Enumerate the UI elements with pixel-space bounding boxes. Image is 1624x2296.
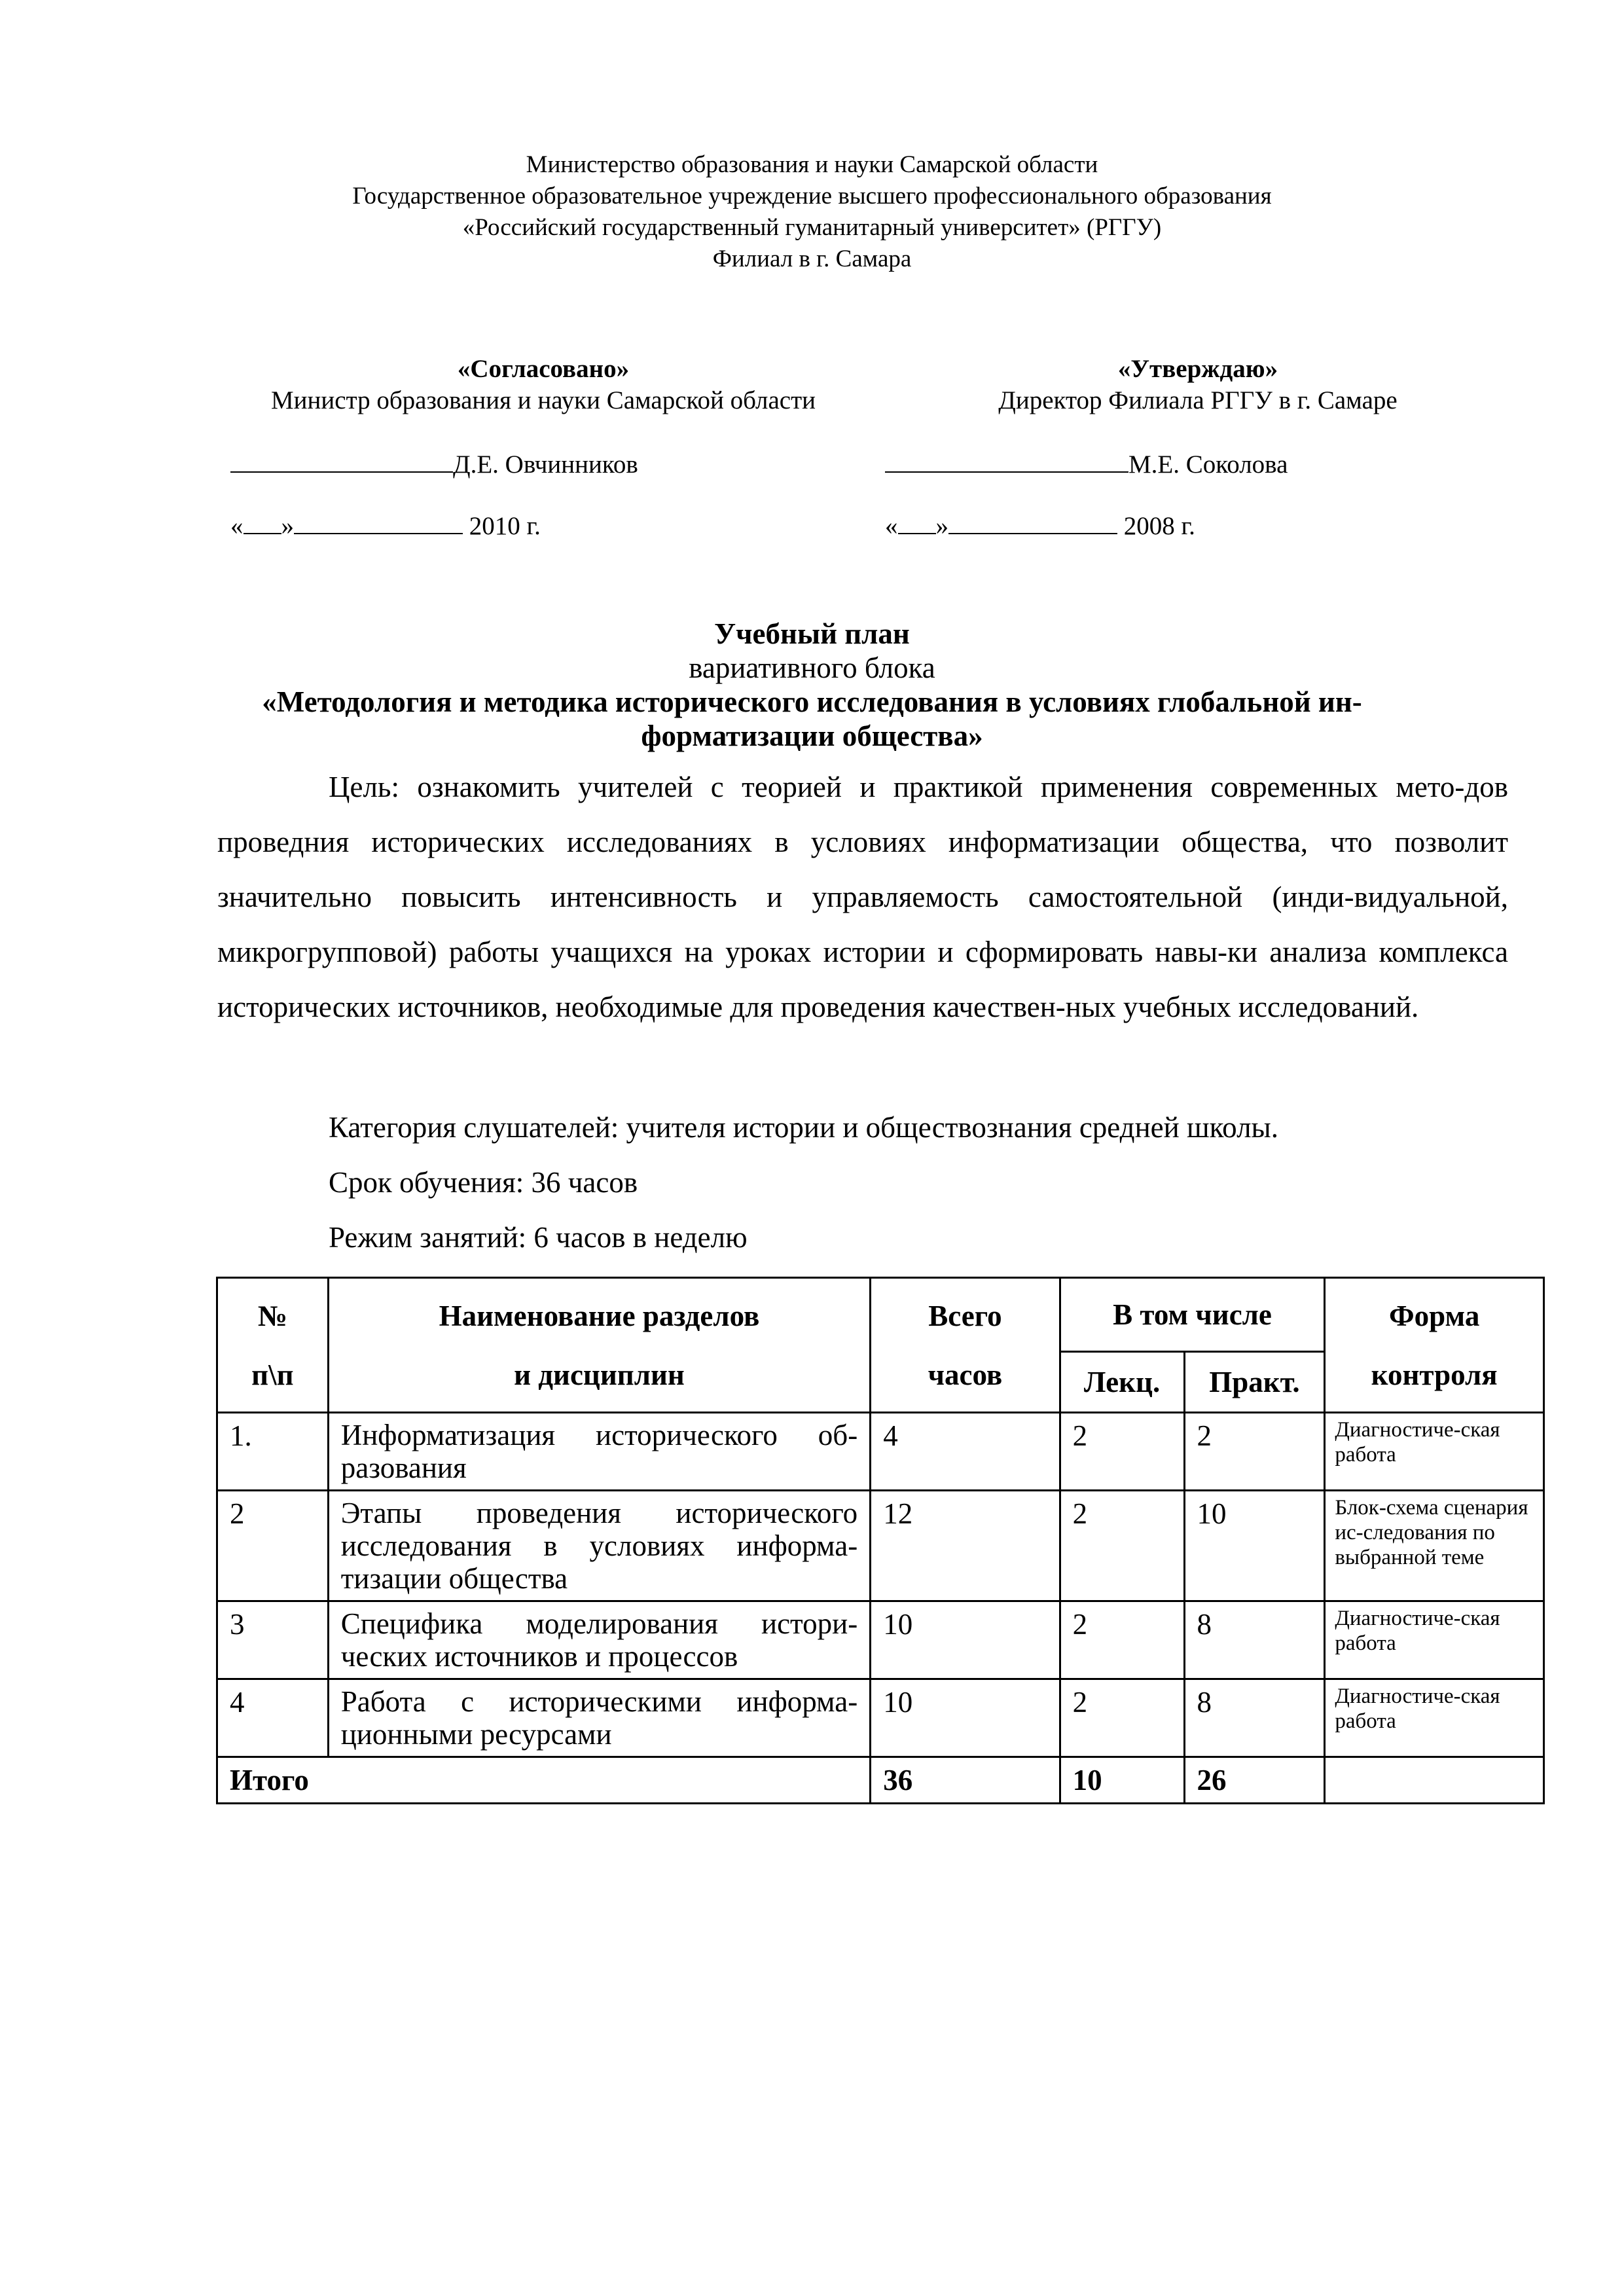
header-number-line2: п\п <box>251 1358 294 1391</box>
month-line-left <box>294 511 463 534</box>
approval-left-signature <box>230 449 638 479</box>
approval-right-title: «Утверждаю» <box>1117 355 1278 383</box>
header-including: В том числе <box>1060 1278 1325 1352</box>
header-form-line2: контроля <box>1371 1358 1498 1391</box>
approval-left-year: 2010 г. <box>469 512 541 540</box>
date-close-quote-right: » <box>935 512 948 540</box>
row-control-form: Диагностиче-ская работа <box>1325 1413 1544 1491</box>
table-row <box>217 1413 1544 1491</box>
row-lecture-hours: 2 <box>1060 1601 1184 1679</box>
header-name-line2: и дисциплин <box>514 1358 685 1391</box>
approval-right-signer: М.Е. Соколова <box>1128 450 1288 479</box>
total-control-form <box>1325 1757 1544 1804</box>
header-name <box>328 1278 870 1413</box>
day-line-left <box>244 511 281 534</box>
row-total-hours: 10 <box>871 1601 1060 1679</box>
total-practice-hours: 26 <box>1184 1757 1325 1804</box>
approval-left-title: «Согласовано» <box>457 355 630 383</box>
header-form <box>1325 1278 1544 1413</box>
plan-title-block <box>0 617 1624 753</box>
plan-name-line1: «Методология и методика исторического исследования в условиях глобальной ин- <box>262 685 1362 718</box>
date-close-quote-left: » <box>281 512 294 540</box>
plan-name-line2: форматизации общества» <box>641 720 983 752</box>
row-number: 1. <box>217 1413 329 1491</box>
signature-line-left <box>230 449 453 473</box>
date-open-quote-right: « <box>885 512 898 540</box>
row-lecture-hours: 2 <box>1060 1491 1184 1601</box>
approval-left-signer: Д.Е. Овчинников <box>453 450 638 479</box>
signature-line-right <box>885 449 1128 473</box>
approval-left-org: Министр образования и науки Самарской области <box>270 386 816 414</box>
month-line-right <box>948 511 1117 534</box>
class-schedule: Режим занятий: 6 часов в неделю <box>329 1221 748 1254</box>
row-number: 3 <box>217 1601 329 1679</box>
header-form-line1: Форма <box>1388 1299 1480 1332</box>
plan-title: Учебный план <box>714 617 910 650</box>
row-practice-hours: 8 <box>1184 1679 1325 1757</box>
institution-line: Государственное образовательное учреждение высшего профессионального образования <box>352 183 1272 210</box>
ministry-line: Министерство образования и науки Самарской области <box>526 151 1098 178</box>
approval-left-date <box>230 511 541 541</box>
row-total-hours: 4 <box>871 1413 1060 1491</box>
total-label: Итого <box>217 1757 871 1804</box>
header-number <box>217 1278 329 1413</box>
total-lecture-hours: 10 <box>1060 1757 1184 1804</box>
row-discipline: Этапы проведения исторического исследования в условиях информа-тизации общества <box>328 1491 870 1601</box>
row-practice-hours: 8 <box>1184 1601 1325 1679</box>
date-open-quote-left: « <box>230 512 244 540</box>
listener-category: Категория слушателей: учителя истории и обществознания средней школы. <box>329 1111 1279 1144</box>
row-total-hours: 10 <box>871 1679 1060 1757</box>
header-total-line2: часов <box>928 1358 1003 1391</box>
approval-right-signature <box>885 449 1288 479</box>
row-discipline: Специфика моделирования истори-ческих источников и процессов <box>328 1601 870 1679</box>
header-total <box>871 1278 1060 1413</box>
table-total-row <box>217 1757 1544 1804</box>
row-control-form: Диагностиче-ская работа <box>1325 1679 1544 1757</box>
day-line-right <box>898 511 936 534</box>
curriculum-table <box>216 1277 1545 1804</box>
goal-paragraph: Цель: ознакомить учителей с теорией и практикой применения современных мето-дов проведния исторических исследованиях в условиях информатизации общества, что позволит значительно повысить интенсивность и управляемость самостоятельной (инди-видуальной, микрогрупповой) работы учащихся на уроках истории и сформировать навы-ки анализа комплекса исторических источников, необходимые для проведения качествен-ных учебных исследований. <box>217 771 1508 1023</box>
row-practice-hours: 10 <box>1184 1491 1325 1601</box>
institution-header <box>0 149 1624 275</box>
approval-right-date <box>885 511 1195 541</box>
row-lecture-hours: 2 <box>1060 1413 1184 1491</box>
table-row <box>217 1601 1544 1679</box>
header-total-line1: Всего <box>928 1299 1002 1332</box>
approval-right-org: Директор Филиала РГГУ в г. Самаре <box>998 386 1398 414</box>
table-row <box>217 1491 1544 1601</box>
branch-line: Филиал в г. Самара <box>712 246 912 272</box>
row-control-form: Диагностиче-ская работа <box>1325 1601 1544 1679</box>
total-hours: 36 <box>871 1757 1060 1804</box>
row-practice-hours: 2 <box>1184 1413 1325 1491</box>
header-number-line1: № <box>257 1299 287 1332</box>
header-name-line1: Наименование разделов <box>439 1299 760 1332</box>
university-line: «Российский государственный гуманитарный университет» (РГГУ) <box>462 214 1162 241</box>
table-row <box>217 1679 1544 1757</box>
approval-right-year: 2008 г. <box>1123 512 1195 540</box>
row-discipline: Работа с историческими информа-ционными ресурсами <box>328 1679 870 1757</box>
row-control-form: Блок-схема сценария ис-следования по выбранной теме <box>1325 1491 1544 1601</box>
row-number: 4 <box>217 1679 329 1757</box>
header-practice: Практ. <box>1184 1352 1325 1413</box>
study-duration: Срок обучения: 36 часов <box>329 1166 638 1199</box>
plan-subtitle: вариативного блока <box>689 651 935 684</box>
row-number: 2 <box>217 1491 329 1601</box>
approval-right <box>903 354 1492 416</box>
row-lecture-hours: 2 <box>1060 1679 1184 1757</box>
table-header-row <box>217 1278 1544 1352</box>
row-total-hours: 12 <box>871 1491 1060 1601</box>
header-lectures: Лекц. <box>1060 1352 1184 1413</box>
row-discipline: Информатизация исторического об-разования <box>328 1413 870 1491</box>
approval-left <box>249 354 838 416</box>
